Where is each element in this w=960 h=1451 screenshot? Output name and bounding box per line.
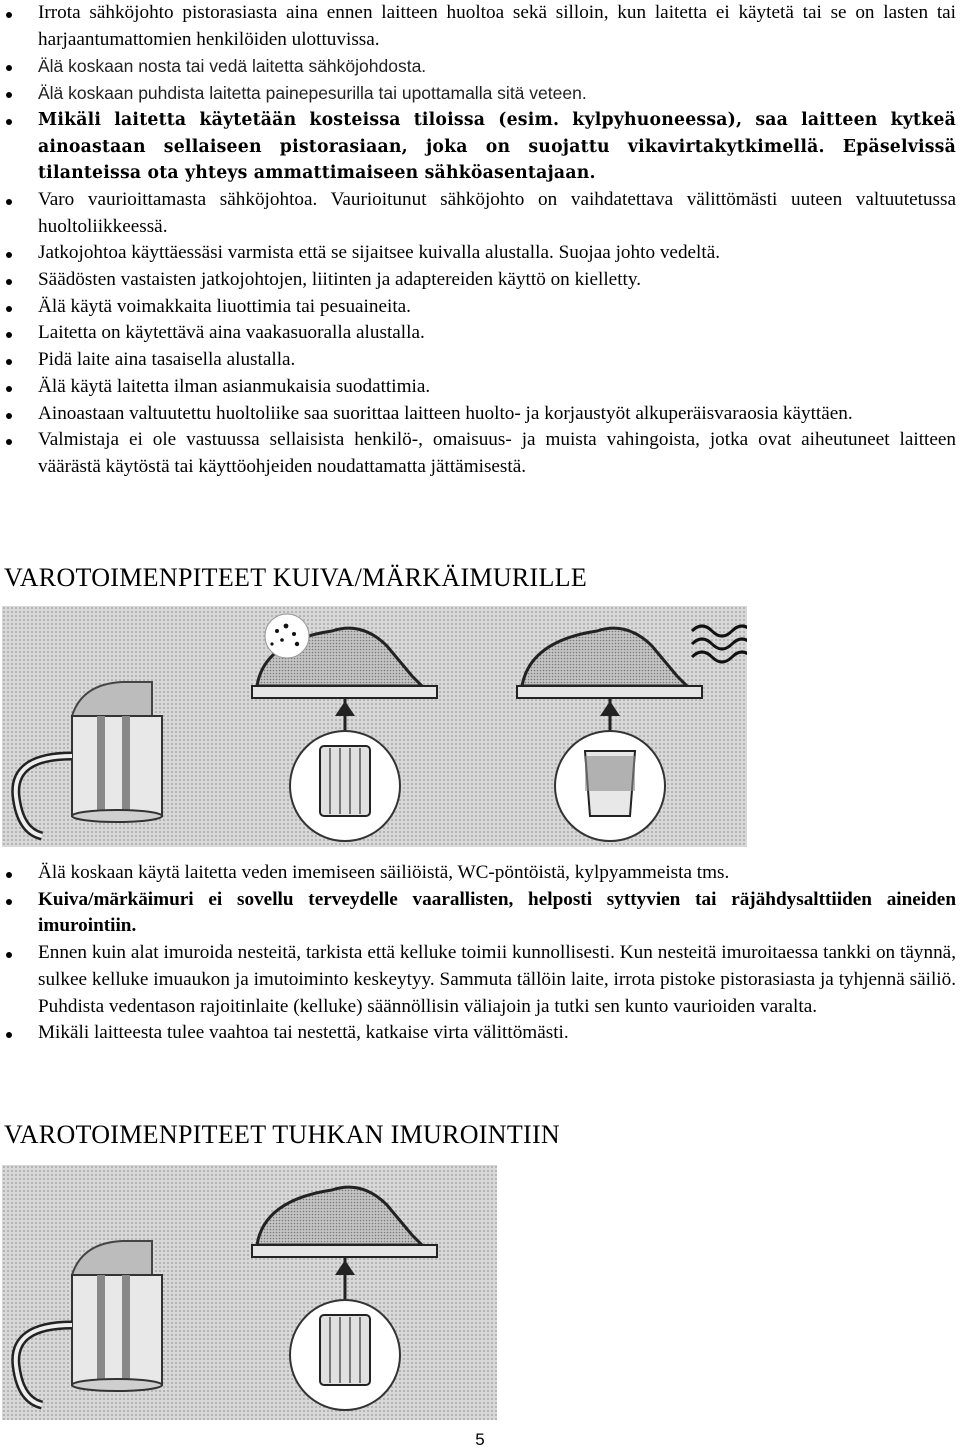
bullet-icon xyxy=(6,899,12,905)
bullet-icon xyxy=(6,872,12,878)
list-item-text: Säädösten vastaisten jatkojohtojen, liitinten ja adaptereiden käyttö on kielletty. xyxy=(38,269,642,291)
bullet-icon xyxy=(6,12,12,18)
bullet-icon xyxy=(6,279,12,285)
bullet-icon xyxy=(6,386,12,392)
list-item xyxy=(0,887,960,940)
list-item-text: Kuiva/märkäimuri ei sovellu terveydelle vaarallisten, helposti syttyvien tai räjähdysalttiiden aineiden imurointiin. xyxy=(38,888,956,937)
list-item xyxy=(0,187,960,240)
list-item xyxy=(0,107,960,187)
safety-list-wet-dry xyxy=(0,860,960,1047)
list-item-text: Valmistaja ei ole vastuussa sellaisista henkilö-, omaisuus- ja muista vahingoista, jotka ovat aiheutuneet laitteen väärästä käytöstä tai käyttöohjeiden noudattamatta jättämisestä. xyxy=(38,429,956,477)
list-item-text: Mikäli laitetta käytetään kosteissa tiloissa (esim. kylpyhuoneessa), saa laitteen kytkeä ainoastaan sellaiseen pistorasiaan, joka on suojattu vikavirtakytkimellä. Epäselvissä tilanteissa ota yhteys ammattimaiseen sähköasentajaan. xyxy=(38,109,956,184)
bullet-icon xyxy=(6,199,12,205)
list-item-text: Laitetta on käytettävä aina vaakasuoralla alustalla. xyxy=(38,322,425,344)
list-item xyxy=(0,320,960,347)
bullet-icon xyxy=(6,65,12,71)
list-item xyxy=(0,347,960,374)
bullet-icon xyxy=(6,119,12,125)
bullet-icon xyxy=(6,332,12,338)
bullet-icon xyxy=(6,92,12,98)
section-title-ash: VAROTOIMENPITEET TUHKAN IMUROINTIIN xyxy=(4,1120,560,1149)
bullet-icon xyxy=(6,306,12,312)
list-item xyxy=(0,294,960,321)
list-item-text: Varo vaurioittamasta sähköjohtoa. Vaurioitunut sähköjohto on vaihdatettava välittömästi uuteen valtuutetussa huoltoliikkeessä. xyxy=(38,188,956,237)
list-item xyxy=(0,267,960,294)
list-item-text: Älä koskaan puhdista laitetta painepesurilla tai upottamalla sitä veteen. xyxy=(38,83,587,104)
list-item-text: Jatkojohtoa käyttäessäsi varmista että se sijaitsee kuivalla alustalla. Suojaa johto vedeltä. xyxy=(38,242,721,264)
list-item xyxy=(0,401,960,428)
list-item xyxy=(0,860,960,887)
list-item-text: Älä käytä laitetta ilman asianmukaisia suodattimia. xyxy=(38,375,431,397)
bullet-icon xyxy=(6,439,12,445)
wet-dry-vacuum-illustration xyxy=(2,606,747,847)
list-item xyxy=(0,940,960,1020)
bullet-icon xyxy=(6,952,12,958)
vacuum-diagram-icon xyxy=(2,606,747,847)
list-item-text: Ainoastaan valtuutettu huoltoliike saa suorittaa laitteen huolto- ja korjaustyöt alkuperäisvaraosia käyttäen. xyxy=(38,402,853,424)
bullet-icon xyxy=(6,359,12,365)
bullet-icon xyxy=(6,1032,12,1038)
list-item-text: Älä käytä voimakkaita liuottimia tai pesuaineita. xyxy=(38,295,411,317)
list-item xyxy=(0,427,960,480)
ash-vacuum-illustration xyxy=(2,1165,497,1420)
ash-vacuum-diagram-icon xyxy=(2,1165,497,1420)
list-item xyxy=(0,1020,960,1047)
list-item-text: Mikäli laitteesta tulee vaahtoa tai nestettä, katkaise virta välittömästi. xyxy=(38,1022,569,1044)
list-item xyxy=(0,374,960,401)
list-item xyxy=(0,0,960,53)
list-item xyxy=(0,53,960,80)
list-item xyxy=(0,80,960,107)
list-item-text: Irrota sähköjohto pistorasiasta aina ennen laitteen huoltoa sekä silloin, kun laitetta ei käytetä tai se on lasten tai harjaantumattomien henkilöiden ulottuvissa. xyxy=(38,2,956,50)
list-item-text: Pidä laite aina tasaisella alustalla. xyxy=(38,349,296,371)
bullet-icon xyxy=(6,413,12,419)
page-number: 5 xyxy=(475,1430,485,1449)
bullet-icon xyxy=(6,252,12,258)
list-item-text: Älä koskaan nosta tai vedä laitetta sähköjohdosta. xyxy=(38,56,427,77)
list-item xyxy=(0,240,960,267)
list-item-text: Ennen kuin alat imuroida nesteitä, tarkista että kelluke toimii kunnollisesti. Kun nesteitä imuroitaessa tankki on täynnä, sulkee kelluke imuaukon ja imutoiminto keskeytyy. Sammuta tällöin laite, irrota pistoke pistorasiasta ja tyhjennä säiliö. Puhdista vedentason rajoitinlaite (kelluke) säännöllisin väliajoin ja tutki sen kunto vaurioiden varalta. xyxy=(38,942,956,1017)
safety-list-general xyxy=(0,0,960,481)
section-title-wet-dry: VAROTOIMENPITEET KUIVA/MÄRKÄIMURILLE xyxy=(4,563,588,592)
list-item-text: Älä koskaan käytä laitetta veden imemiseen säiliöistä, WC-pöntöistä, kylpyammeista tms. xyxy=(38,862,730,883)
